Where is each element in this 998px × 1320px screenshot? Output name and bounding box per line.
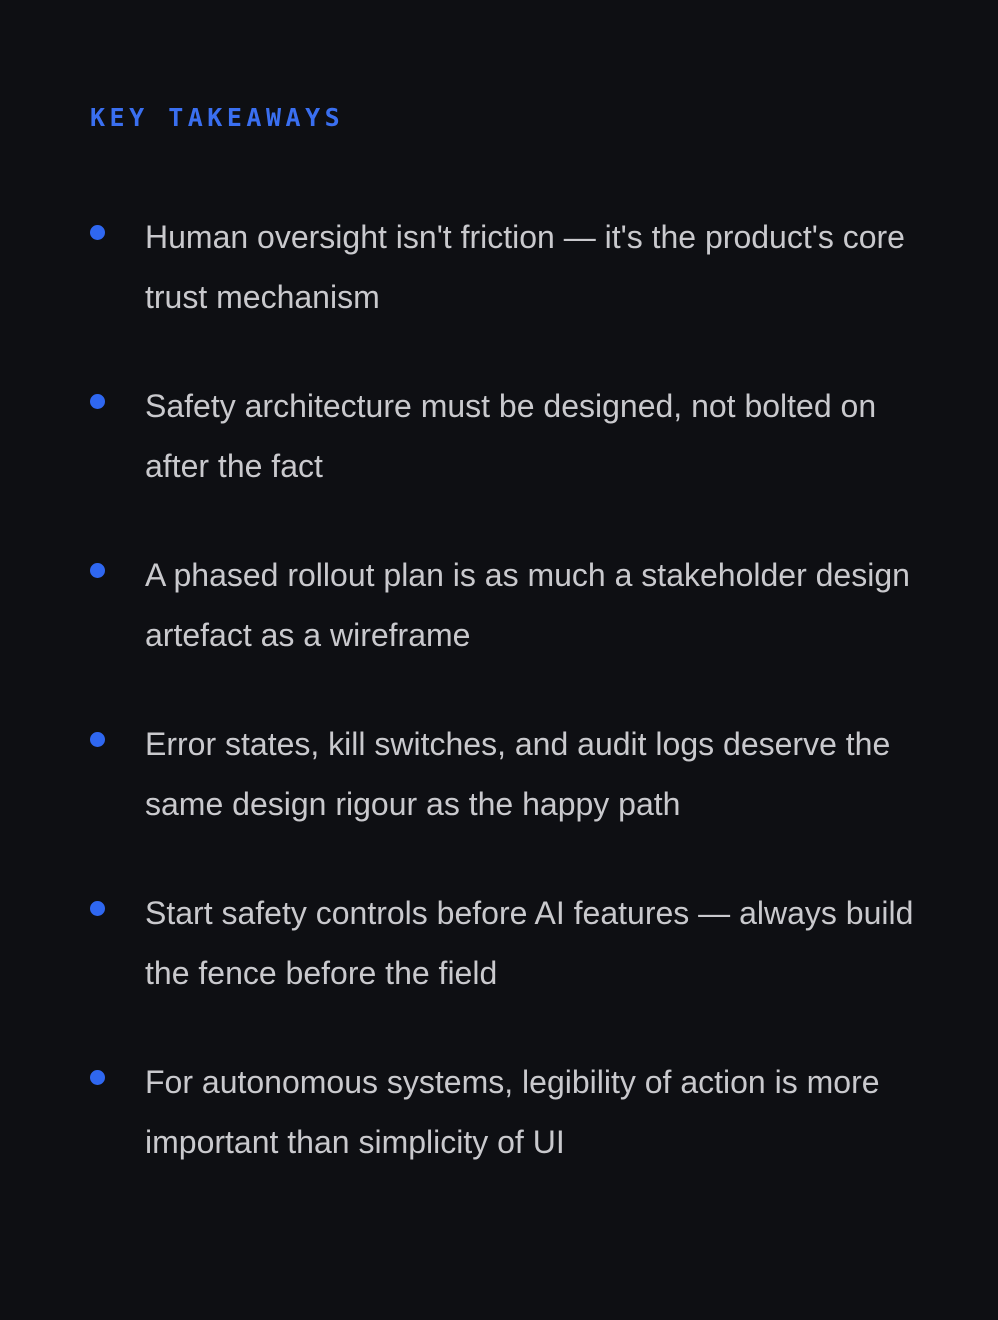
bullet-icon bbox=[90, 225, 105, 240]
takeaway-text: Human oversight isn't friction — it's the product's core trust mechanism bbox=[145, 219, 905, 315]
takeaway-text: For autonomous systems, legibility of action is more important than simplicity of UI bbox=[145, 1064, 880, 1160]
takeaway-text: A phased rollout plan is as much a stakeholder design artefact as a wireframe bbox=[145, 557, 910, 653]
section-title: KEY TAKEAWAYS bbox=[90, 103, 345, 132]
takeaway-text: Error states, kill switches, and audit logs deserve the same design rigour as the happy path bbox=[145, 726, 891, 822]
bullet-icon bbox=[90, 901, 105, 916]
bullet-icon bbox=[90, 1070, 105, 1085]
bullet-icon bbox=[90, 394, 105, 409]
bullet-icon bbox=[90, 732, 105, 747]
takeaway-text: Start safety controls before AI features — always build the fence before the field bbox=[145, 895, 914, 991]
takeaway-text: Safety architecture must be designed, not bolted on after the fact bbox=[145, 388, 877, 484]
bullet-icon bbox=[90, 563, 105, 578]
